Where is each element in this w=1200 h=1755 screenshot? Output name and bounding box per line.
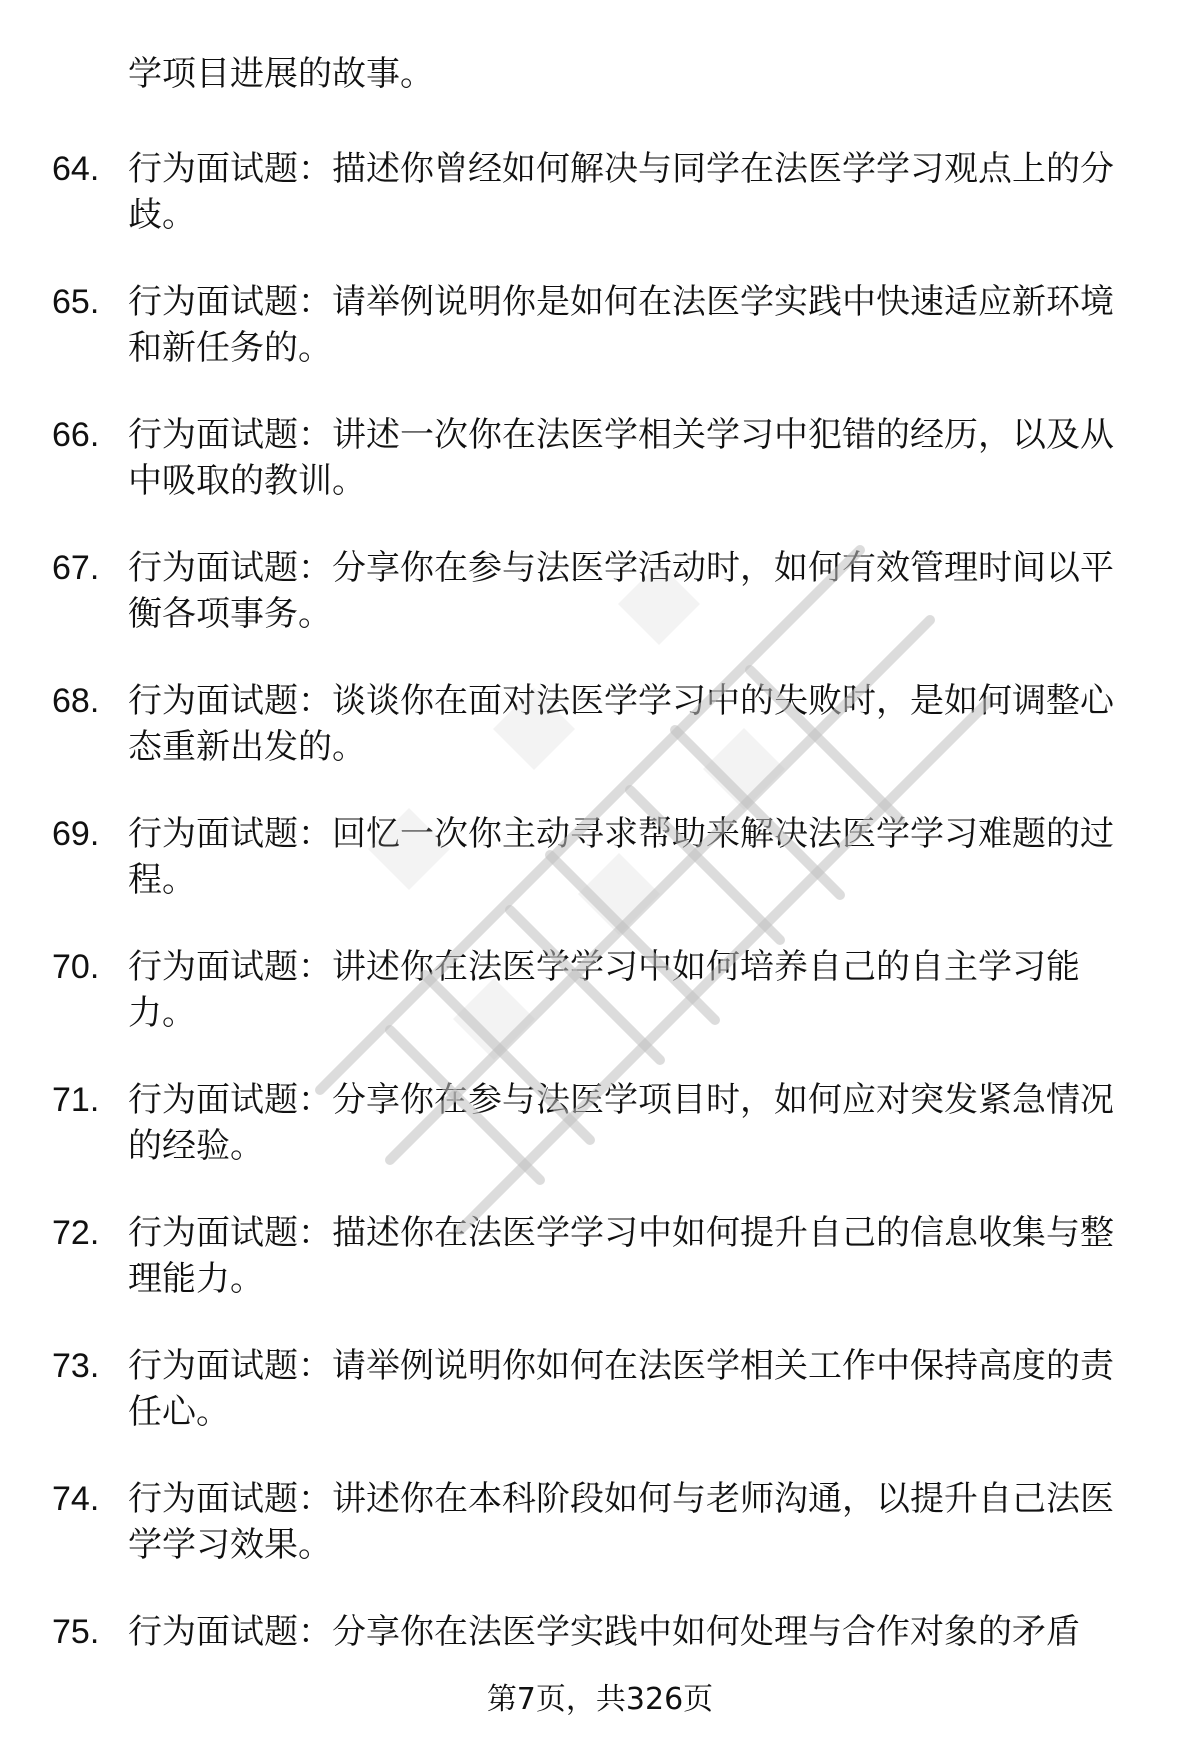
question-item: [52, 944, 1152, 1077]
question-number: 74.: [52, 1480, 100, 1518]
question-item: [52, 1343, 1152, 1476]
question-text: 行为面试题：请举例说明你是如何在法医学实践中快速适应新环境和新任务的。: [128, 282, 1114, 368]
question-text: 行为面试题：谈谈你在面对法医学学习中的失败时，是如何调整心态重新出发的。: [128, 681, 1114, 767]
question-item: [52, 146, 1152, 279]
question-text: 行为面试题：分享你在参与法医学项目时，如何应对突发紧急情况的经验。: [128, 1080, 1114, 1166]
question-item: [52, 1077, 1152, 1210]
question-text: 行为面试题：分享你在法医学实践中如何处理与合作对象的矛盾: [128, 1612, 1080, 1652]
question-number: 70.: [52, 948, 100, 986]
question-text: 行为面试题：请举例说明你如何在法医学相关工作中保持高度的责任心。: [128, 1346, 1114, 1432]
question-number: 66.: [52, 416, 100, 454]
question-item: [52, 1210, 1152, 1343]
question-text: 行为面试题：讲述你在本科阶段如何与老师沟通，以提升自己法医学学习效果。: [128, 1479, 1114, 1565]
question-item: [52, 412, 1152, 545]
question-number: 71.: [52, 1081, 100, 1119]
question-number: 68.: [52, 682, 100, 720]
question-number: 69.: [52, 815, 100, 853]
question-item: [52, 811, 1152, 944]
question-item: [52, 545, 1152, 678]
question-text: 行为面试题：讲述你在法医学学习中如何培养自己的自主学习能力。: [128, 947, 1080, 1033]
question-text: 行为面试题：描述你在法医学学习中如何提升自己的信息收集与整理能力。: [128, 1213, 1114, 1299]
question-number: 67.: [52, 549, 100, 587]
question-number: 64.: [52, 150, 100, 188]
question-text: 行为面试题：分享你在参与法医学活动时，如何有效管理时间以平衡各项事务。: [128, 548, 1114, 634]
question-item: [52, 1476, 1152, 1609]
question-text: 行为面试题：描述你曾经如何解决与同学在法医学学习观点上的分歧。: [128, 149, 1114, 235]
question-number: 65.: [52, 283, 100, 321]
question-text: 行为面试题：回忆一次你主动寻求帮助来解决法医学学习难题的过程。: [128, 814, 1114, 900]
question-number: 72.: [52, 1214, 100, 1252]
question-list: [52, 146, 1152, 1742]
question-number: 73.: [52, 1347, 100, 1385]
question-text: 行为面试题：讲述一次你在法医学相关学习中犯错的经历，以及从中吸取的教训。: [128, 415, 1114, 501]
continuation-text: 学项目进展的故事。: [128, 54, 434, 94]
question-item: [52, 1609, 1152, 1742]
question-item: [52, 678, 1152, 811]
page-footer: 第7页，共326页: [486, 1682, 714, 1717]
question-item: [52, 279, 1152, 412]
question-number: 75.: [52, 1613, 100, 1651]
